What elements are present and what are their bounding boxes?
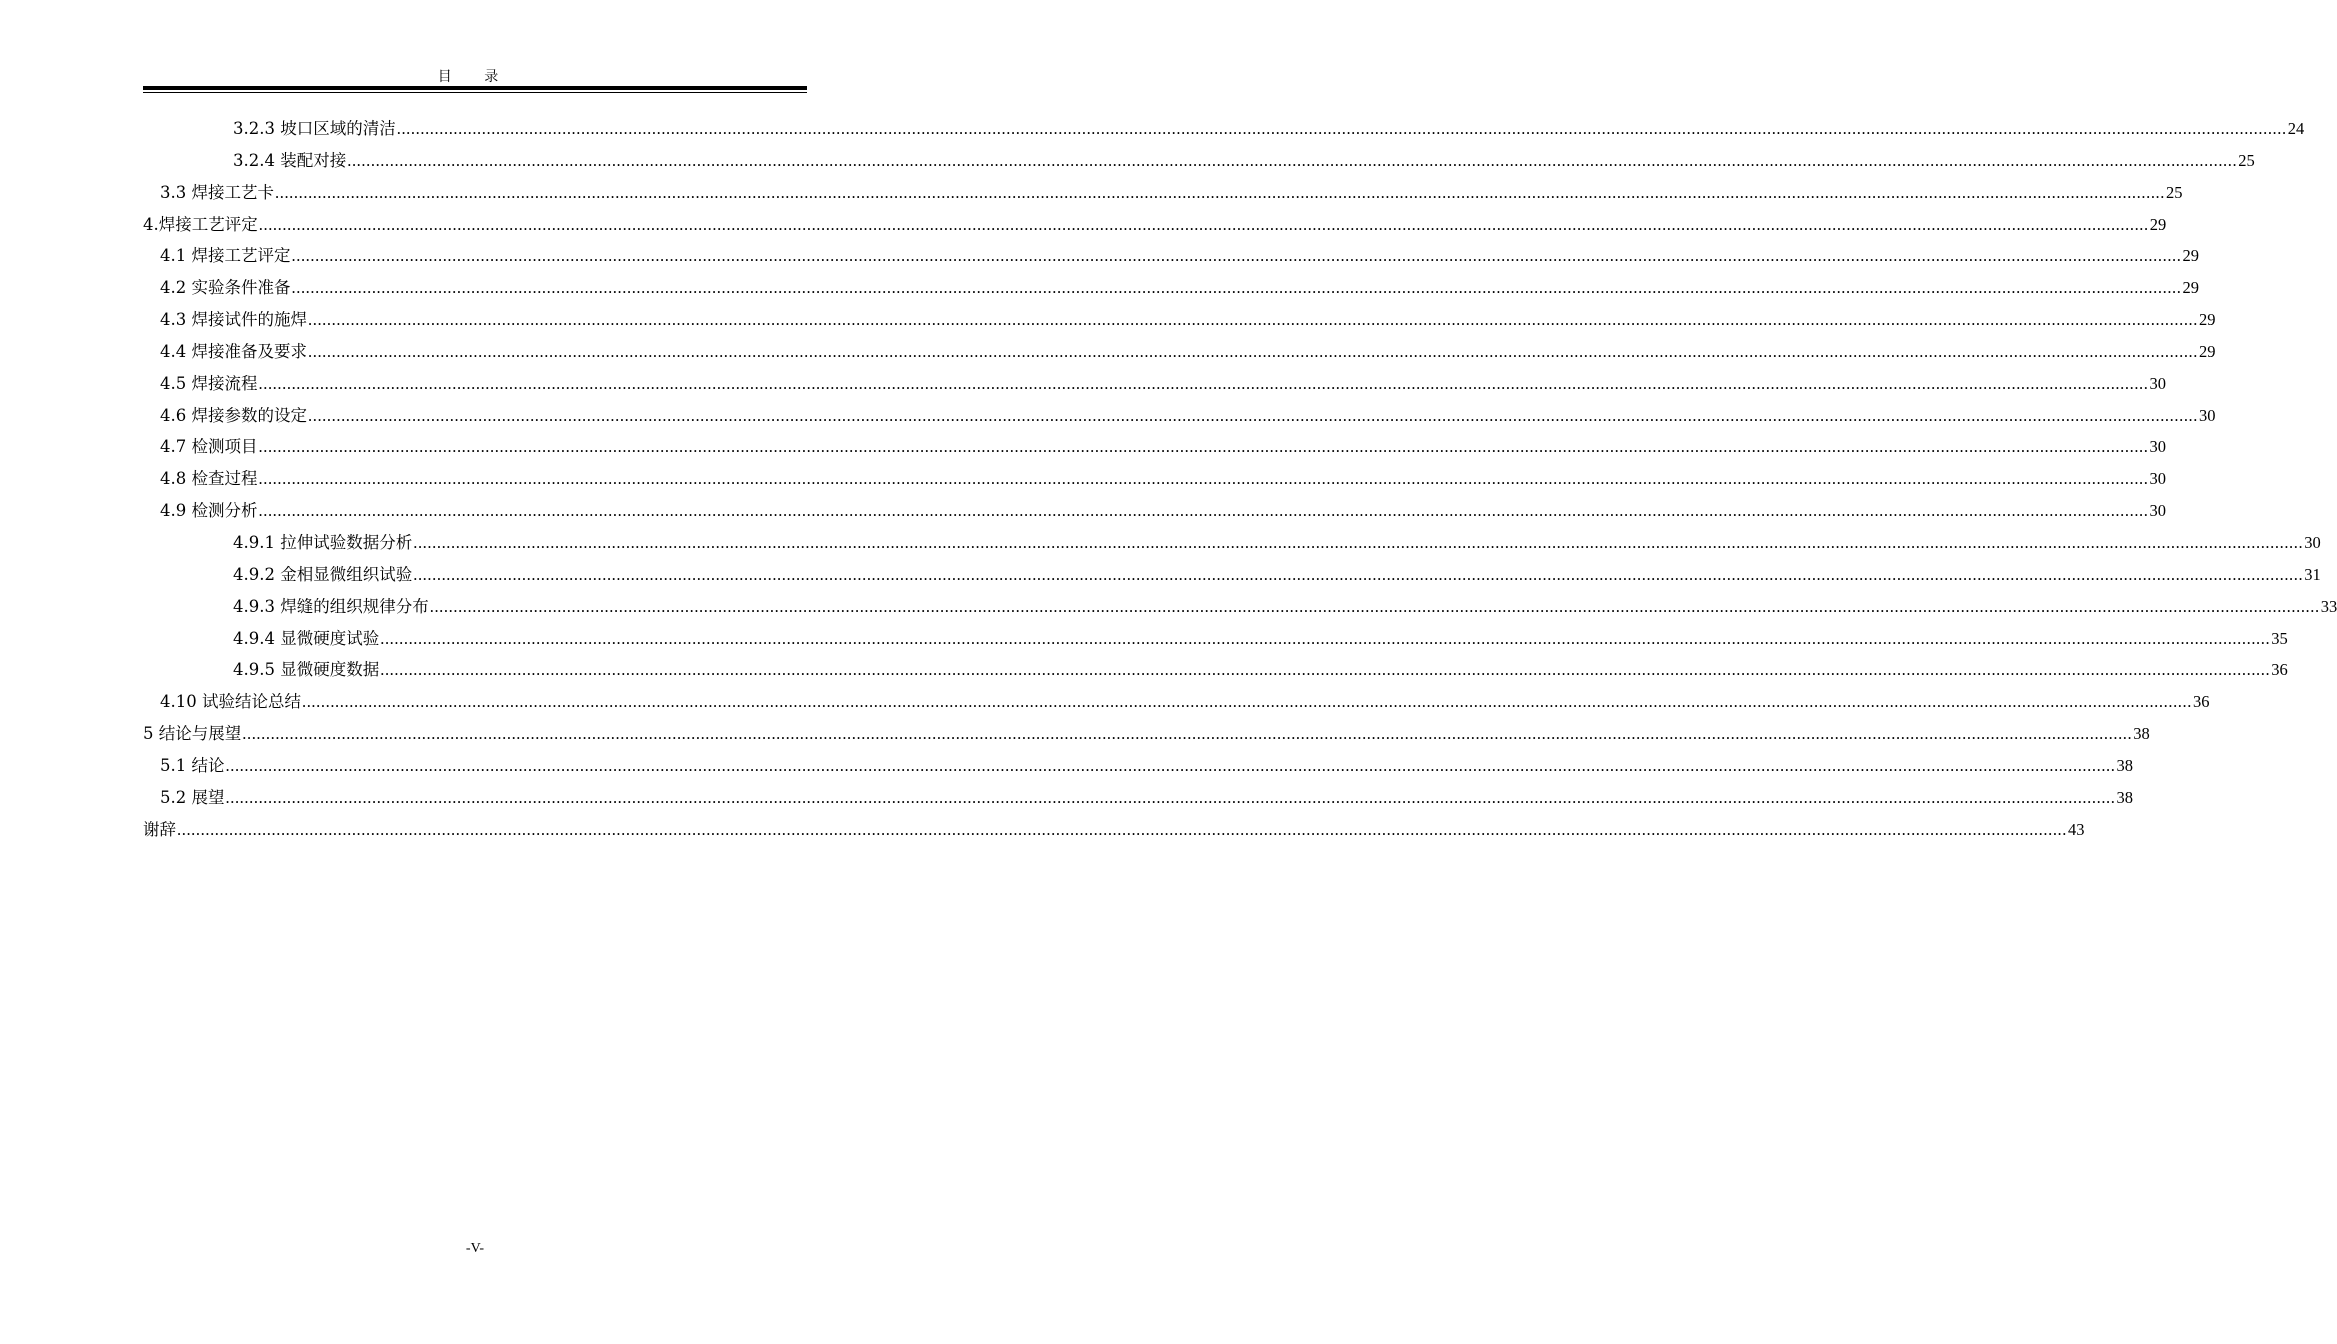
toc-entry-page-number: 30 bbox=[2149, 469, 2166, 489]
toc-entry-title: 4.9.2 金相显微组织试验 bbox=[233, 564, 413, 584]
toc-dot-leader: ................................................................................................................................................................................................................................................................................................................................................................................................................ bbox=[413, 532, 2304, 552]
toc-entry[interactable] bbox=[143, 463, 2166, 495]
toc-entry-page-number: 33 bbox=[2320, 596, 2337, 616]
toc-entry-page-number: 29 bbox=[2199, 310, 2216, 330]
toc-entry-page-number: 43 bbox=[2068, 819, 2085, 839]
page-header-title: 目 录 bbox=[437, 69, 513, 85]
toc-entry-title: 3.2.3 坡口区域的清洁 bbox=[233, 119, 396, 138]
toc-entry-title: 4.9.3 焊缝的组织规律分布 bbox=[233, 596, 429, 616]
toc-entry-title: 4.9 检测分析 bbox=[160, 501, 258, 521]
toc-dot-leader: ................................................................................................................................................................................................................................................................................................................................................................................................................ bbox=[242, 724, 2133, 744]
toc-entry-page-number: 24 bbox=[2287, 119, 2305, 138]
toc-entry[interactable] bbox=[143, 431, 2166, 463]
toc-entry-title: 5.2 展望 bbox=[160, 787, 225, 807]
toc-entry-page-number: 30 bbox=[2304, 532, 2321, 552]
toc-entry[interactable] bbox=[143, 400, 2216, 432]
toc-dot-leader: ................................................................................................................................................................................................................................................................................................................................................................................................................ bbox=[308, 341, 2198, 361]
toc-dot-leader: ................................................................................................................................................................................................................................................................................................................................................................................................................ bbox=[275, 182, 2165, 202]
toc-entry-title: 4.10 试验结论总结 bbox=[160, 692, 301, 712]
table-of-contents bbox=[143, 113, 2337, 845]
toc-dot-leader: ................................................................................................................................................................................................................................................................................................................................................................................................................ bbox=[258, 469, 2149, 489]
toc-dot-leader: ................................................................................................................................................................................................................................................................................................................................................................................................................ bbox=[258, 501, 2149, 521]
toc-entry[interactable] bbox=[143, 177, 2183, 209]
toc-entry-title: 4.9.4 显微硬度试验 bbox=[233, 628, 380, 648]
toc-entry-page-number: 29 bbox=[2199, 341, 2216, 361]
toc-entry[interactable] bbox=[143, 814, 2085, 846]
toc-entry[interactable] bbox=[143, 495, 2166, 527]
toc-entry-page-number: 36 bbox=[2192, 692, 2210, 712]
toc-dot-leader: ................................................................................................................................................................................................................................................................................................................................................................................................................ bbox=[258, 373, 2149, 393]
toc-dot-leader: ................................................................................................................................................................................................................................................................................................................................................................................................................ bbox=[380, 660, 2271, 680]
toc-entry[interactable] bbox=[143, 240, 2199, 272]
toc-entry-title: 4.4 焊接准备及要求 bbox=[160, 341, 307, 361]
toc-entry-title: 4.焊接工艺评定 bbox=[143, 214, 258, 234]
toc-entry[interactable] bbox=[143, 559, 2321, 591]
toc-entry-title: 5.1 结论 bbox=[160, 755, 225, 775]
toc-entry-page-number: 30 bbox=[2149, 437, 2166, 457]
toc-entry[interactable] bbox=[143, 209, 2167, 241]
toc-dot-leader: ................................................................................................................................................................................................................................................................................................................................................................................................................ bbox=[429, 596, 2320, 616]
toc-dot-leader: ................................................................................................................................................................................................................................................................................................................................................................................................................ bbox=[225, 787, 2116, 807]
toc-dot-leader: ................................................................................................................................................................................................................................................................................................................................................................................................................ bbox=[258, 437, 2149, 457]
toc-dot-leader: ................................................................................................................................................................................................................................................................................................................................................................................................................ bbox=[308, 310, 2198, 330]
toc-entry-title: 3.3 焊接工艺卡 bbox=[160, 182, 274, 202]
toc-entry-page-number: 30 bbox=[2199, 405, 2216, 425]
header-rule-thick bbox=[143, 86, 807, 90]
toc-entry-title: 5 结论与展望 bbox=[143, 724, 242, 744]
toc-entry-title: 谢辞 bbox=[143, 819, 176, 839]
toc-entry[interactable] bbox=[143, 272, 2199, 304]
toc-entry-page-number: 38 bbox=[2116, 755, 2133, 775]
toc-entry-page-number: 25 bbox=[2238, 150, 2255, 170]
toc-dot-leader: ................................................................................................................................................................................................................................................................................................................................................................................................................ bbox=[347, 150, 2238, 170]
toc-entry[interactable] bbox=[143, 527, 2321, 559]
toc-entry[interactable] bbox=[143, 591, 2337, 623]
toc-dot-leader: ................................................................................................................................................................................................................................................................................................................................................................................................................ bbox=[396, 119, 2287, 138]
toc-entry[interactable] bbox=[143, 654, 2288, 686]
toc-entry-page-number: 29 bbox=[2182, 246, 2199, 266]
toc-entry-page-number: 38 bbox=[2116, 787, 2133, 807]
toc-entry-page-number: 25 bbox=[2166, 182, 2183, 202]
toc-entry-page-number: 30 bbox=[2149, 501, 2166, 521]
toc-entry-title: 4.9.1 拉伸试验数据分析 bbox=[233, 532, 413, 552]
toc-entry-page-number: 36 bbox=[2271, 660, 2288, 680]
toc-entry-title: 4.9.5 显微硬度数据 bbox=[233, 660, 380, 680]
toc-entry[interactable] bbox=[143, 113, 2305, 145]
toc-dot-leader: ................................................................................................................................................................................................................................................................................................................................................................................................................ bbox=[413, 564, 2304, 584]
toc-entry[interactable] bbox=[143, 718, 2150, 750]
page-number: -V- bbox=[465, 1241, 485, 1256]
toc-entry-title: 4.5 焊接流程 bbox=[160, 373, 258, 393]
toc-entry[interactable] bbox=[143, 782, 2133, 814]
toc-entry[interactable] bbox=[143, 304, 2216, 336]
toc-entry-title: 4.1 焊接工艺评定 bbox=[160, 246, 291, 266]
toc-entry-title: 4.6 焊接参数的设定 bbox=[160, 405, 307, 425]
toc-entry-title: 4.2 实验条件准备 bbox=[160, 278, 291, 298]
toc-entry-title: 4.3 焊接试件的施焊 bbox=[160, 310, 307, 330]
toc-entry[interactable] bbox=[143, 686, 2210, 718]
toc-entry-page-number: 38 bbox=[2133, 724, 2150, 744]
toc-entry-page-number: 35 bbox=[2271, 628, 2288, 648]
toc-dot-leader: ................................................................................................................................................................................................................................................................................................................................................................................................................ bbox=[177, 819, 2067, 839]
toc-dot-leader: ................................................................................................................................................................................................................................................................................................................................................................................................................ bbox=[308, 405, 2198, 425]
toc-dot-leader: ................................................................................................................................................................................................................................................................................................................................................................................................................ bbox=[301, 692, 2192, 712]
toc-dot-leader: ................................................................................................................................................................................................................................................................................................................................................................................................................ bbox=[225, 755, 2116, 775]
toc-entry[interactable] bbox=[143, 336, 2216, 368]
toc-dot-leader: ................................................................................................................................................................................................................................................................................................................................................................................................................ bbox=[291, 246, 2182, 266]
toc-dot-leader: ................................................................................................................................................................................................................................................................................................................................................................................................................ bbox=[291, 278, 2182, 298]
toc-dot-leader: ................................................................................................................................................................................................................................................................................................................................................................................................................ bbox=[258, 214, 2149, 234]
toc-entry[interactable] bbox=[143, 145, 2255, 177]
toc-entry[interactable] bbox=[143, 368, 2166, 400]
toc-dot-leader: ................................................................................................................................................................................................................................................................................................................................................................................................................ bbox=[380, 628, 2271, 648]
toc-entry[interactable] bbox=[143, 623, 2288, 655]
toc-entry[interactable] bbox=[143, 750, 2133, 782]
toc-entry-title: 3.2.4 装配对接 bbox=[233, 150, 347, 170]
toc-entry-page-number: 29 bbox=[2182, 278, 2199, 298]
header-rule-thin bbox=[143, 92, 807, 93]
toc-entry-title: 4.8 检查过程 bbox=[160, 469, 258, 489]
toc-entry-title: 4.7 检测项目 bbox=[160, 437, 258, 457]
toc-entry-page-number: 30 bbox=[2149, 373, 2166, 393]
toc-entry-page-number: 29 bbox=[2149, 214, 2167, 234]
toc-entry-page-number: 31 bbox=[2304, 564, 2321, 584]
